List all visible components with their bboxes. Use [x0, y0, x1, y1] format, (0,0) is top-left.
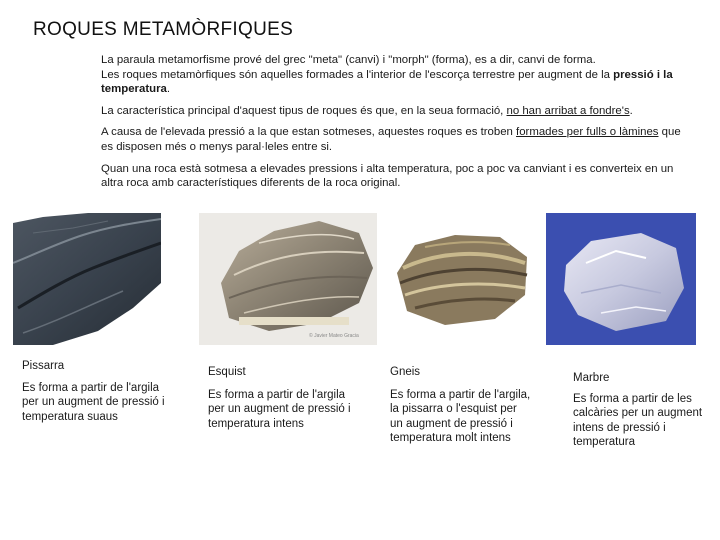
marble-photo [546, 213, 696, 345]
rock-name-schist: Esquist [208, 366, 246, 378]
rock-name-marble: Marbre [573, 372, 610, 384]
intro-paragraph-4: A causa de l'elevada pressió a la que estan sotmeses, aquestes roques es troben formades per fulls o làmines que es disposen més o menys paral·leles entre si. [101, 126, 681, 153]
svg-text:© Javier Mateo Gracia: © Javier Mateo Gracia [309, 333, 359, 339]
rock-desc-gneiss: Es forma a partir de l'argila, la pissarra o l'esquist per un augment de pressió i temperatura molt intens [390, 389, 531, 445]
rock-name-slate: Pissarra [22, 360, 65, 372]
intro-paragraph-1: La paraula metamorfisme prové del grec "meta" (canvi) i "morph" (forma), es a dir, canvi de forma. [101, 54, 596, 66]
slate-photo [13, 213, 161, 345]
rock-desc-schist: Es forma a partir de l'argila per un augment de pressió i temperatura intens [208, 389, 351, 430]
intro-paragraph-5: Quan una roca està sotmesa a elevades pressions i alta temperatura, poc a poc va canviant i es converteix en un altra roca amb característiques diferents de la roca original. [101, 162, 674, 190]
intro-paragraph-3: La característica principal d'aquest tipus de roques és que, en la seua formació, no han arribat a fondre's. [101, 104, 633, 117]
rock-name-gneiss: Gneis [390, 366, 421, 378]
rock-desc-slate: Es forma a partir de l'argila per un augment de pressió i temperatura suaus [22, 382, 165, 423]
rock-desc-marble: Es forma a partir de les calcàries per un augment intens de pressió i temperatura [573, 393, 703, 449]
gneiss-photo [385, 213, 535, 345]
intro-text [101, 53, 693, 191]
intro-paragraph-2: Les roques metamòrfiques són aquelles formades a l'interior de l'escorça terrestre per augment de la pressió i la temperatura. [101, 68, 673, 96]
schist-photo [199, 213, 377, 345]
page-title: ROQUES METAMÒRFIQUES [33, 19, 294, 40]
